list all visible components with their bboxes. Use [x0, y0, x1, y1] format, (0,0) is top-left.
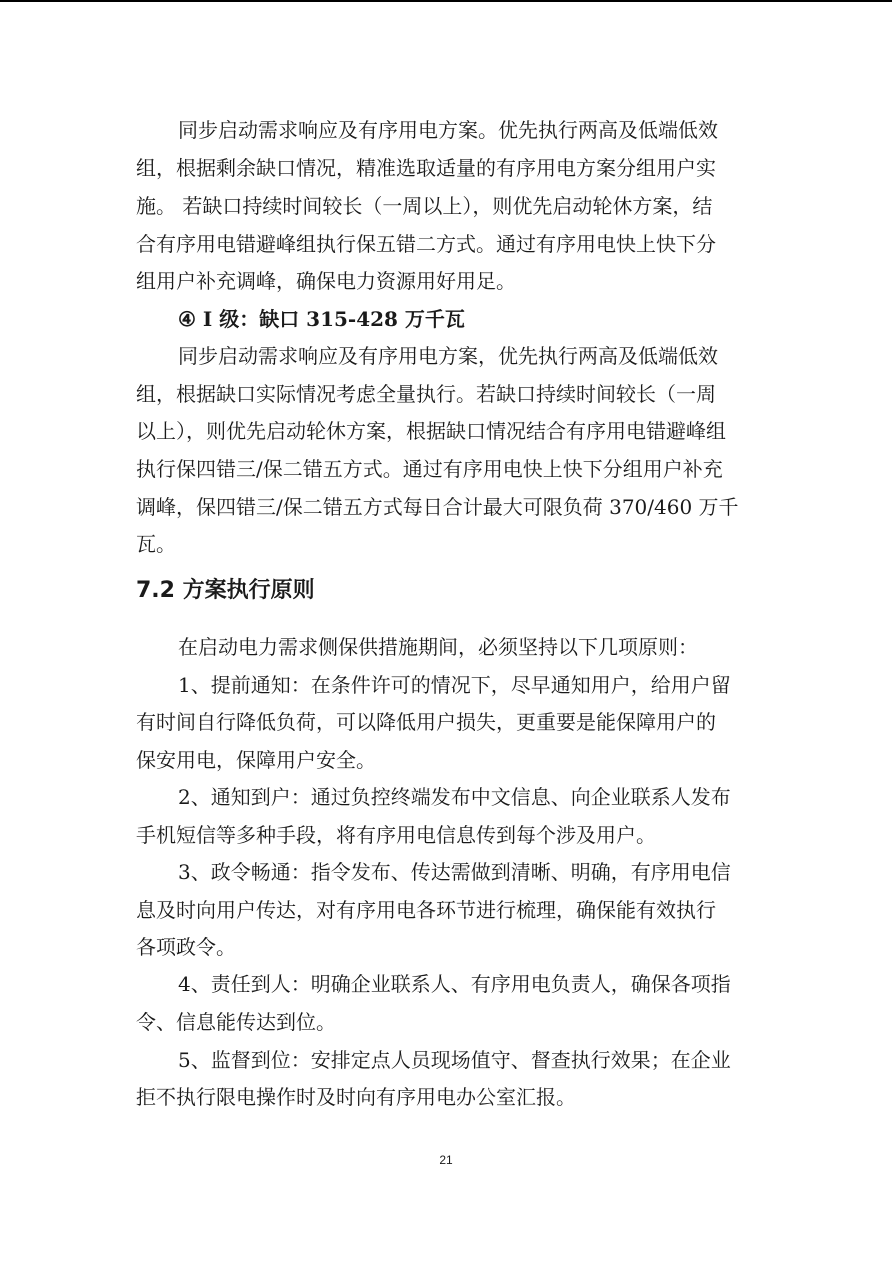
section-heading: 7.2 方案执行原则 — [136, 578, 315, 603]
page-number: 21 — [439, 1153, 453, 1167]
level-heading: ④ I 级：缺口 315-428 万千瓦 — [178, 307, 465, 331]
principle-line: 手机短信等多种手段，将有序用电信息传到每个涉及用户。 — [136, 823, 656, 847]
paragraph-line: 施。 若缺口持续时间较长（一周以上），则优先启动轮休方案，结 — [136, 194, 713, 218]
principle-line: 2、通知到户：通过负控终端发布中文信息、向企业联系人发布 — [178, 785, 731, 809]
top-border-rule — [0, 0, 892, 2]
principle-line: 各项政令。 — [136, 935, 236, 959]
principle-line: 有时间自行降低负荷，可以降低用户损失，更重要是能保障用户的 — [136, 710, 716, 734]
principle-line: 保安用电，保障用户安全。 — [136, 748, 376, 772]
intro-line: 在启动电力需求侧保供措施期间，必须坚持以下几项原则： — [178, 635, 698, 659]
principle-line: 1、提前通知：在条件许可的情况下，尽早通知用户，给用户留 — [178, 673, 731, 697]
paragraph-line: 合有序用电错避峰组执行保五错二方式。通过有序用电快上快下分 — [136, 232, 716, 256]
principle-line: 3、政令畅通：指令发布、传达需做到清晰、明确，有序用电信 — [178, 860, 731, 884]
principle-line: 息及时向用户传达，对有序用电各环节进行梳理，确保能有效执行 — [136, 898, 716, 922]
paragraph-line: 执行保四错三/保二错五方式。通过有序用电快上快下分组用户补充 — [136, 457, 723, 481]
paragraph-line: 组用户补充调峰，确保电力资源用好用足。 — [136, 269, 516, 293]
paragraph-line: 以上），则优先启动轮休方案，根据缺口情况结合有序用电错避峰组 — [136, 419, 726, 443]
paragraph-line: 同步启动需求响应及有序用电方案。优先执行两高及低端低效 — [178, 118, 718, 142]
paragraph-line: 组，根据剩余缺口情况，精准选取适量的有序用电方案分组用户实 — [136, 156, 716, 180]
paragraph-line: 调峰，保四错三/保二错五方式每日合计最大可限负荷 370/460 万千 — [136, 495, 739, 519]
principle-line: 拒不执行限电操作时及时向有序用电办公室汇报。 — [136, 1085, 576, 1109]
paragraph-line: 瓦。 — [136, 532, 176, 556]
paragraph-line: 组，根据缺口实际情况考虑全量执行。若缺口持续时间较长（一周 — [136, 382, 716, 406]
principle-line: 5、监督到位：安排定点人员现场值守、督查执行效果；在企业 — [178, 1048, 731, 1072]
principle-line: 令、信息能传达到位。 — [136, 1010, 336, 1034]
paragraph-line: 同步启动需求响应及有序用电方案，优先执行两高及低端低效 — [178, 344, 718, 368]
principle-line: 4、责任到人：明确企业联系人、有序用电负责人，确保各项指 — [178, 972, 731, 996]
